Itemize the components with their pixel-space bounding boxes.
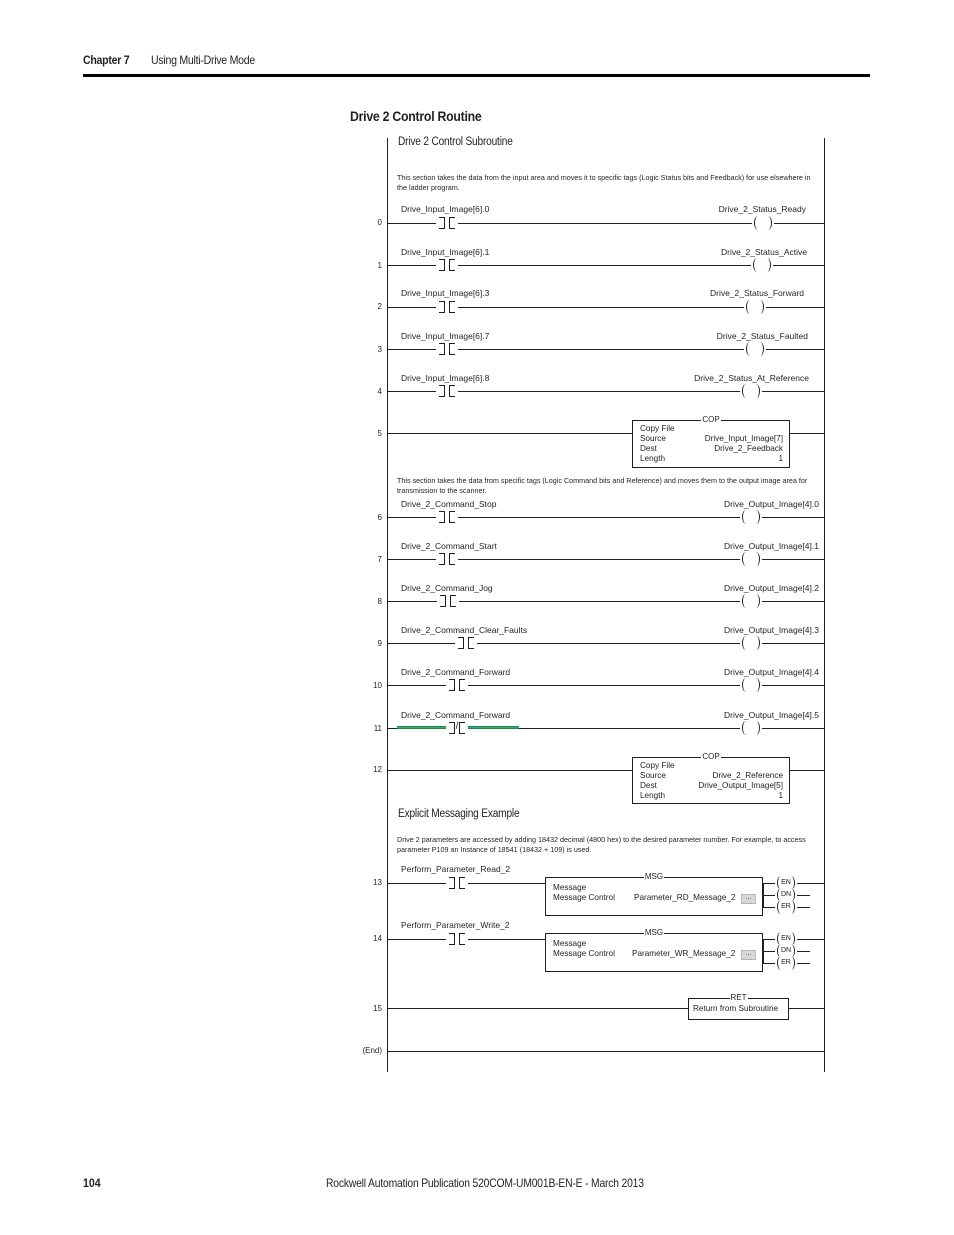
output-coil-icon[interactable]: [740, 721, 762, 735]
header-rule: [83, 74, 870, 77]
contact-tag[interactable]: Drive_Input_Image[6].1: [401, 247, 490, 257]
output-branch: [763, 883, 764, 908]
publication-info: Rockwell Automation Publication 520COM-UM001B-EN-E - March 2013: [326, 1176, 644, 1190]
xic-contact-icon[interactable]: [446, 679, 468, 691]
explicit-messaging-title: Explicit Messaging Example: [398, 808, 520, 820]
rung-number: 12: [373, 765, 382, 774]
rung-number: 4: [377, 387, 382, 396]
dest-label: Dest: [640, 444, 657, 453]
coil-tag[interactable]: Drive_Output_Image[4].5: [724, 710, 819, 720]
message-control-label: Message Control: [553, 893, 615, 902]
length-value[interactable]: 1: [778, 791, 783, 800]
energized-wire-right: [464, 726, 519, 729]
er-coil-icon: ER: [775, 956, 797, 970]
en-coil-icon: EN: [775, 876, 797, 890]
contact-tag[interactable]: Drive_2_Command_Start: [401, 541, 497, 551]
instruction-mnemonic: COP: [702, 752, 720, 761]
message-control-value[interactable]: Parameter_WR_Message_2: [632, 949, 736, 958]
rung-number: 8: [377, 597, 382, 606]
page-number: 104: [83, 1176, 101, 1190]
rung-wire: [387, 1051, 824, 1052]
chapter-title: Using Multi-Drive Mode: [151, 53, 255, 67]
rung-number: 6: [377, 513, 382, 522]
contact-tag[interactable]: Drive_2_Command_Clear_Faults: [401, 625, 528, 635]
xic-contact-icon[interactable]: [446, 933, 468, 945]
rung-number: 7: [377, 555, 382, 564]
coil-tag[interactable]: Drive_2_Status_Faulted: [716, 331, 808, 341]
message-config-button[interactable]: ...: [741, 894, 756, 904]
xic-contact-icon[interactable]: [436, 259, 458, 271]
box-name: Return from Subroutine: [693, 1004, 779, 1013]
xic-contact-icon[interactable]: [436, 217, 458, 229]
length-label: Length: [640, 791, 666, 800]
output-coil-icon[interactable]: [744, 300, 766, 314]
er-coil-icon: ER: [775, 900, 797, 914]
output-coil-icon[interactable]: [744, 342, 766, 356]
instruction-mnemonic: RET: [730, 993, 747, 1002]
source-value[interactable]: Drive_2_Reference: [712, 771, 783, 780]
rung-number: 2: [377, 302, 382, 311]
box-name: Message: [553, 883, 587, 892]
end-label: (End): [362, 1046, 382, 1055]
contact-tag[interactable]: Drive_2_Command_Jog: [401, 583, 493, 593]
instruction-mnemonic: MSG: [644, 928, 664, 937]
xio-contact-icon[interactable]: /: [446, 722, 468, 734]
rung-comment-input: This section takes the data from the input area and moves it to specific tags (Logic Status bits and Feedback) for use elsewhere in the ladder program.: [397, 173, 811, 192]
xic-contact-icon[interactable]: [436, 385, 458, 397]
section-heading: Drive 2 Control Routine: [350, 108, 482, 124]
output-coil-icon[interactable]: [740, 594, 762, 608]
contact-tag[interactable]: Drive_Input_Image[6].7: [401, 331, 490, 341]
rung-number: 1: [377, 261, 382, 270]
output-coil-icon[interactable]: [752, 216, 774, 230]
contact-tag[interactable]: Drive_Input_Image[6].0: [401, 204, 490, 214]
message-control-label: Message Control: [553, 949, 615, 958]
rung-number: 13: [373, 878, 382, 887]
output-coil-icon[interactable]: [740, 678, 762, 692]
xic-contact-icon[interactable]: [455, 637, 477, 649]
length-label: Length: [640, 454, 666, 463]
coil-tag[interactable]: Drive_2_Status_At_Reference: [694, 373, 809, 383]
msg-instruction-box[interactable]: [545, 928, 763, 972]
dest-value[interactable]: Drive_2_Feedback: [714, 444, 783, 453]
dn-coil-icon: DN: [775, 944, 797, 958]
dest-label: Dest: [640, 781, 657, 790]
length-value[interactable]: 1: [778, 454, 783, 463]
coil-tag[interactable]: Drive_2_Status_Ready: [718, 204, 806, 214]
dn-coil-icon: DN: [775, 888, 797, 902]
xic-contact-icon[interactable]: [436, 343, 458, 355]
energized-wire-left: [397, 726, 452, 729]
dest-value[interactable]: Drive_Output_Image[5]: [698, 781, 783, 790]
xic-contact-icon[interactable]: [436, 301, 458, 313]
rung-number: 10: [373, 681, 382, 690]
xic-contact-icon[interactable]: [436, 511, 458, 523]
cop-instruction-box[interactable]: [632, 415, 790, 468]
box-name: Copy File: [640, 761, 675, 770]
coil-tag[interactable]: Drive_Output_Image[4].2: [724, 583, 819, 593]
coil-tag[interactable]: Drive_2_Status_Forward: [709, 288, 804, 298]
box-name: Copy File: [640, 424, 675, 433]
message-config-button[interactable]: ...: [741, 950, 756, 960]
output-coil-icon[interactable]: [740, 552, 762, 566]
cop-instruction-box[interactable]: [632, 752, 790, 804]
output-branch: [763, 939, 764, 964]
ret-instruction-box[interactable]: [688, 993, 789, 1020]
output-coil-icon[interactable]: [751, 258, 773, 272]
output-coil-icon[interactable]: [740, 636, 762, 650]
rung-comment-output: This section takes the data from specific tags (Logic Command bits and Reference) and moves them to the output image area for transmission to the scanner.: [397, 476, 808, 495]
coil-tag[interactable]: Drive_Output_Image[4].1: [724, 541, 819, 551]
left-power-rail: [387, 138, 388, 1072]
rung-comment-explicit: Drive 2 parameters are accessed by adding 18432 decimal (4800 hex) to the desired parameter number. For example, to access parameter P109 an Instance of 18541 (18432 + 109) is used.: [397, 835, 806, 854]
rung-number: 3: [377, 345, 382, 354]
rung-number: 11: [373, 724, 382, 733]
box-name: Message: [553, 939, 587, 948]
xic-contact-icon[interactable]: [446, 877, 468, 889]
message-control-value[interactable]: Parameter_RD_Message_2: [634, 893, 736, 902]
source-value[interactable]: Drive_Input_Image[7]: [704, 434, 783, 443]
contact-tag[interactable]: Drive_2_Command_Forward: [401, 710, 511, 720]
coil-tag[interactable]: Drive_Output_Image[4].0: [724, 499, 819, 509]
output-coil-icon[interactable]: [740, 384, 762, 398]
contact-tag[interactable]: Perform_Parameter_Write_2: [401, 920, 510, 930]
source-label: Source: [640, 434, 666, 443]
contact-tag[interactable]: Drive_Input_Image[6].3: [401, 288, 490, 298]
contact-tag[interactable]: Drive_2_Command_Stop: [401, 499, 497, 509]
rung-number: 14: [373, 934, 382, 943]
msg-instruction-box[interactable]: [545, 872, 763, 916]
coil-tag[interactable]: Drive_Output_Image[4].3: [724, 625, 819, 635]
xic-contact-icon[interactable]: [437, 595, 459, 607]
right-power-rail: [824, 138, 825, 1072]
instruction-mnemonic: COP: [702, 415, 720, 424]
instruction-mnemonic: MSG: [644, 872, 664, 881]
contact-tag[interactable]: Perform_Parameter_Read_2: [401, 864, 511, 874]
source-label: Source: [640, 771, 666, 780]
rung-number: 15: [373, 1004, 382, 1013]
rung-number: 9: [377, 639, 382, 648]
output-coil-icon[interactable]: [740, 510, 762, 524]
rung-number: 5: [377, 429, 382, 438]
contact-tag[interactable]: Drive_2_Command_Forward: [401, 667, 511, 677]
coil-tag[interactable]: Drive_Output_Image[4].4: [724, 667, 819, 677]
contact-tag[interactable]: Drive_Input_Image[6].8: [401, 373, 490, 383]
en-coil-icon: EN: [775, 932, 797, 946]
xic-contact-icon[interactable]: [436, 553, 458, 565]
subroutine-title: Drive 2 Control Subroutine: [398, 136, 513, 148]
chapter-label: Chapter 7: [83, 53, 130, 67]
coil-tag[interactable]: Drive_2_Status_Active: [721, 247, 807, 257]
rung-number: 0: [377, 218, 382, 227]
